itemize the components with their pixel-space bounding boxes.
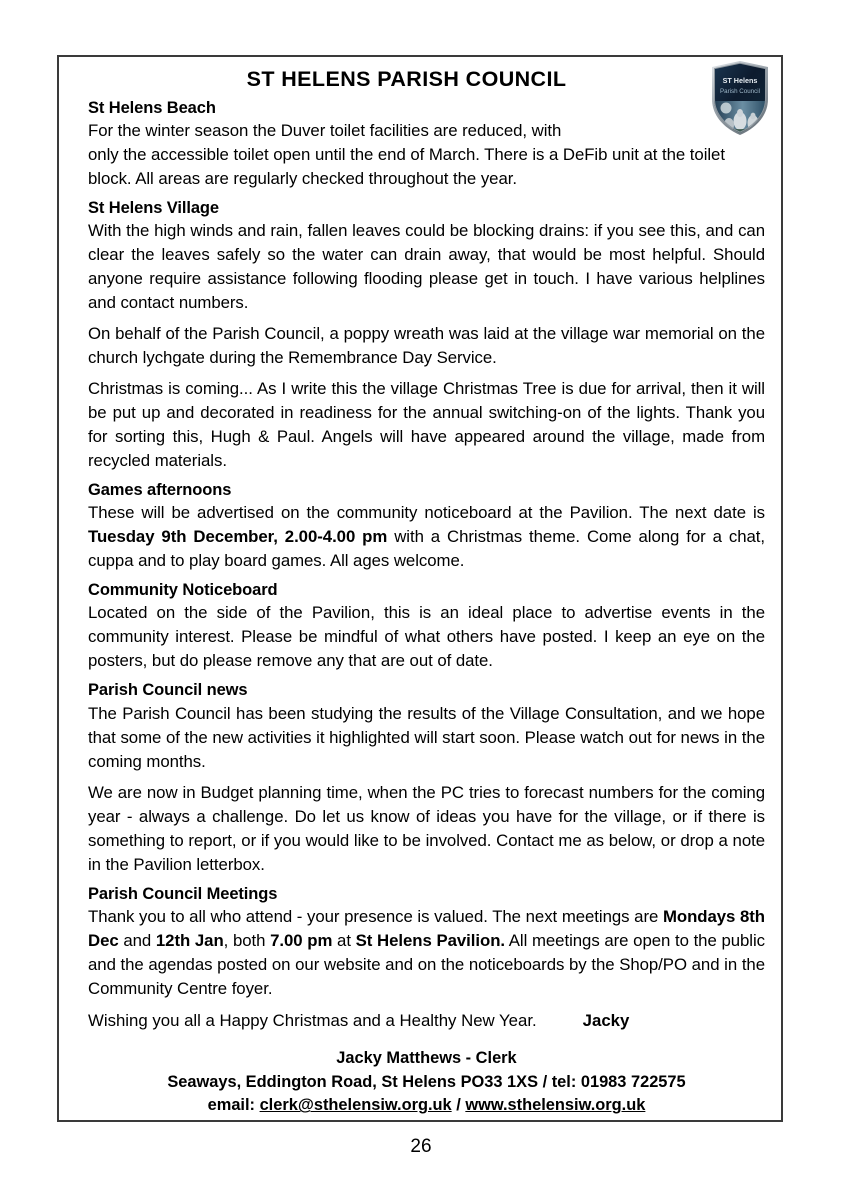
parish-council-shield-logo: [709, 61, 771, 135]
paragraph-meetings: [88, 905, 765, 1001]
text-run: at: [332, 930, 356, 950]
contact-address-and-phone: Seaways, Eddington Road, St Helens PO33 1XS / tel: 01983 722575: [167, 1072, 686, 1091]
paragraph-community-noticeboard: Located on the side of the Pavilion, this is an ideal place to advertise events in the community interest. Please be mindful of what others have posted. I keep an eye on the posters, but do please remove any that are out of date.: [88, 603, 765, 671]
svg-text:Parish Council: Parish Council: [720, 88, 760, 95]
contact-email-and-website: [88, 1094, 765, 1118]
paragraph-beach: [88, 119, 765, 191]
section-heading-st-helens-beach: St Helens Beach: [88, 98, 216, 117]
text-run: with a Christmas theme. Come along for a chat, cuppa and to play board games. All ages welcome.: [88, 527, 765, 571]
text-run: Thank you to all who attend - your presence is valued. The next meetings are: [88, 906, 663, 926]
website-link[interactable]: www.sthelensiw.org.uk: [465, 1096, 646, 1115]
text-run-bold-meeting-date-2: 12th Jan: [155, 930, 224, 950]
signoff-message: Wishing you all a Happy Christmas and a Healthy New Year.: [88, 1010, 537, 1030]
paragraph-budget-planning: We are now in Budget planning time, when the PC tries to forecast numbers for the coming year - always a challenge. Do let us know of ideas you have for the village, or if there is something to report, or if you would like to be involved. Contact me as below, or drop a note in the Pavilion letterbox.: [88, 782, 765, 874]
paragraph-village-consultation: The Parish Council has been studying the results of the Village Consultation, and we hope that some of the new activities it highlighted will start soon. Please watch out for news in the coming months.: [88, 703, 765, 771]
signoff-line: [88, 1009, 765, 1033]
text-run-bold-date: Tuesday 9th December, 2.00-4.00 pm: [88, 527, 388, 547]
paragraph-games-afternoons: [88, 501, 765, 573]
page-number: 26: [410, 1136, 432, 1157]
section-heading-parish-council-news: Parish Council news: [88, 681, 248, 700]
paragraph-village-drains: With the high winds and rain, fallen leaves could be blocking drains: if you see this, and can clear the leaves safely so the water can drain away, that would be most helpful. Should anyone require assistance following flooding please get in touch. I have various helplines and contact numbers.: [88, 220, 765, 312]
separator: /: [456, 1096, 461, 1115]
contact-block: [88, 1047, 765, 1118]
signoff-name: Jacky: [582, 1010, 630, 1030]
email-link[interactable]: clerk@sthelensiw.org.uk: [259, 1096, 452, 1115]
section-heading-st-helens-village: St Helens Village: [88, 198, 219, 217]
paragraph-line: For the winter season the Duver toilet facilities are reduced, with: [88, 120, 562, 140]
paragraph-line: at the toilet block. All areas are regularly checked throughout the year.: [88, 144, 725, 188]
section-heading-games-afternoons: Games afternoons: [88, 481, 232, 500]
text-run-bold-meeting-date-1: Mondays 8th Dec: [88, 906, 766, 950]
text-run: , both: [223, 930, 271, 950]
paragraph-line: only the accessible toilet open until the end of March. There is a DeFib unit: [88, 144, 639, 164]
email-label: email:: [207, 1096, 255, 1115]
bordered-content-box: [57, 55, 783, 1122]
paragraph-village-christmas: Christmas is coming... As I write this the village Christmas Tree is due for arrival, then it will be put up and decorated in readiness for the annual switching-on of the lights. Thank you for sorting this, Hugh & Paul. Angels will have appeared around the village, made from recycled materials.: [88, 379, 765, 471]
text-run-bold-venue: St Helens Pavilion.: [355, 930, 506, 950]
contact-clerk-name: Jacky Matthews - Clerk: [336, 1048, 517, 1067]
text-run: These will be advertised on the community noticeboard at the Pavilion. The next date is: [88, 503, 765, 523]
page-title: ST HELENS PARISH COUNCIL: [246, 67, 567, 91]
paragraph-village-poppy-wreath: On behalf of the Parish Council, a poppy wreath was laid at the village war memorial on the church lychgate during the Remembrance Day Service.: [88, 324, 765, 368]
text-run: All meetings are open to the public and the agendas posted on our website and on the noticeboards by the Shop/PO and in the Community Centre foyer.: [88, 930, 765, 998]
text-run: and: [118, 930, 156, 950]
section-heading-parish-council-meetings: Parish Council Meetings: [88, 884, 278, 903]
svg-text:ST Helens: ST Helens: [722, 76, 758, 85]
section-heading-community-noticeboard: Community Noticeboard: [88, 581, 278, 600]
text-run-bold-meeting-time: 7.00 pm: [270, 930, 333, 950]
